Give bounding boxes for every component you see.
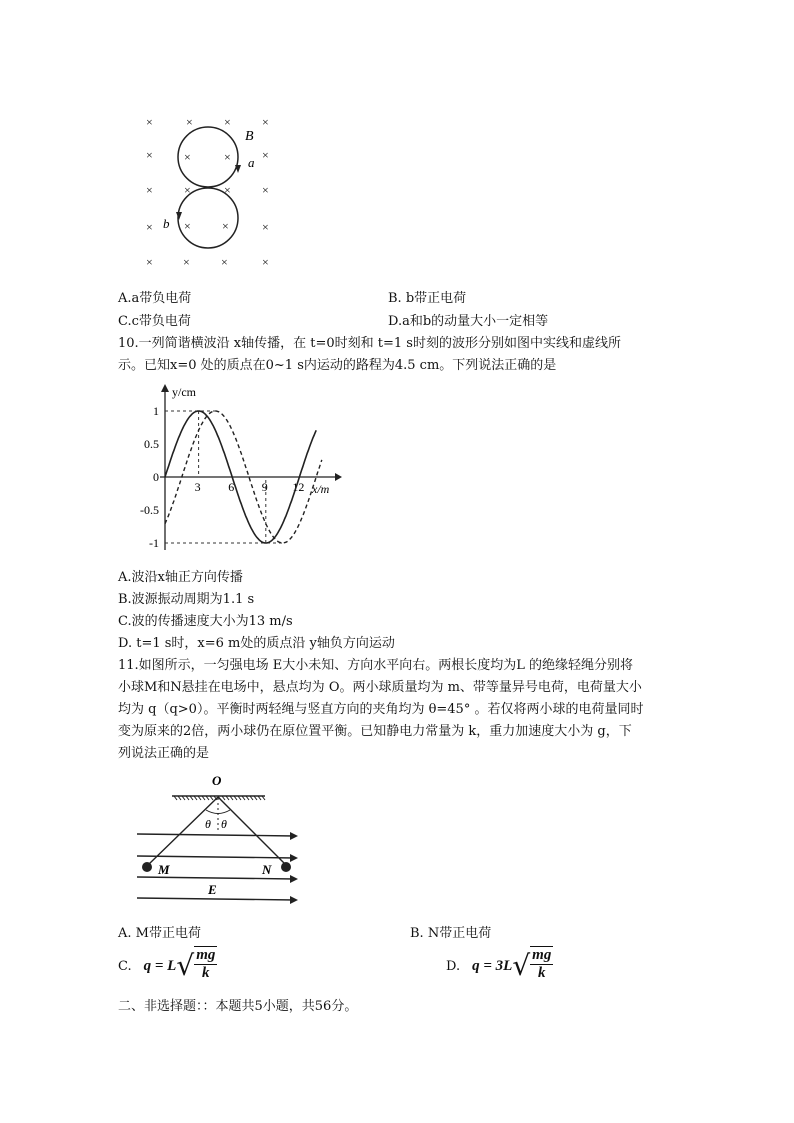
option-c-denominator: k xyxy=(202,965,210,981)
option-c-numerator: mg xyxy=(196,947,216,963)
cross-mark-icon: × xyxy=(146,115,153,129)
q10-option-d: D. t=1 s时，x=6 m处的质点沿 y轴负方向运动 xyxy=(118,636,395,651)
x-tick-label: 9 xyxy=(261,480,268,494)
option-d-lhs: q = 3L xyxy=(472,957,513,974)
q10-option-c: C.波的传播速度大小为13 m/s xyxy=(118,614,293,629)
q11-option-a: A. M带正电荷 xyxy=(118,926,201,941)
q11-option-d: D. q = 3L √ $\frac{mg}{k}$ xyxy=(446,947,552,982)
pendulum-field-figure xyxy=(120,770,310,920)
magnetic-field-figure xyxy=(120,100,310,280)
y-tick-label: 1 xyxy=(153,404,159,418)
option-d-prefix: D. xyxy=(446,958,461,974)
cross-mark-icon: × xyxy=(221,255,228,269)
option-c-prefix: C. xyxy=(118,958,132,974)
cross-mark-icon: × xyxy=(146,183,153,197)
label-theta-right: θ xyxy=(221,817,227,831)
ball-N xyxy=(281,862,291,872)
option-d-numerator: mg xyxy=(532,947,552,963)
y-tick-label: 0.5 xyxy=(144,437,159,451)
q11-option-c: C. q = L √ $\frac{mg}{k}$ xyxy=(118,947,216,982)
y-tick-label: 0 xyxy=(153,470,159,484)
arrow-b-icon xyxy=(176,212,182,220)
cross-mark-icon: × xyxy=(222,219,229,233)
q10-stem-2: 示。已知x=0 处的质点在0~1 s内运动的路程为4.5 cm。下列说法正确的是 xyxy=(118,358,557,373)
label-M: M xyxy=(158,862,170,877)
x-axis-arrow-icon xyxy=(335,473,342,481)
cross-mark-icon: × xyxy=(262,115,269,129)
field-arrow-icons xyxy=(290,832,298,904)
orbit-b xyxy=(178,188,238,248)
q11-stem-2: 小球M和N悬挂在电场中，悬点均为 O。两小球质量均为 m、带等量异号电荷，电荷量大小 xyxy=(118,680,642,695)
q9-option-c: C.c带负电荷 xyxy=(118,314,191,329)
cross-mark-icon: × xyxy=(262,255,269,269)
cross-mark-icon: × xyxy=(224,115,231,129)
cross-mark-icon: × xyxy=(183,255,190,269)
y-tick-label: -1 xyxy=(149,536,159,550)
label-theta-left: θ xyxy=(205,817,211,831)
option-d-denominator: k xyxy=(537,965,546,981)
q11-stem-1: 11.如图所示，一匀强电场 E大小未知、方向水平向右。两根长度均为L 的绝缘轻绳分别将 xyxy=(118,658,634,673)
cross-mark-icon: × xyxy=(146,255,153,269)
cross-mark-icon: × xyxy=(262,148,269,162)
q10-stem-1: 10.一列简谐横波沿 x轴传播，在 t=0时刻和 t=1 s时刻的波形分别如图中实线和虚线所 xyxy=(118,336,621,351)
cross-mark-icon: × xyxy=(262,183,269,197)
label-E: E xyxy=(208,882,217,897)
string-N xyxy=(218,797,286,865)
cross-mark-icon: × xyxy=(262,220,269,234)
q9-option-b: B. b带正电荷 xyxy=(388,291,467,306)
label-B: B xyxy=(245,129,254,144)
q11-option-b: B. N带正电荷 xyxy=(410,926,492,941)
cross-mark-icon: × xyxy=(184,183,191,197)
cross-mark-icon: × xyxy=(184,219,191,233)
section-2-heading: 二、非选择题：：本题共5小题，共56分。 xyxy=(118,999,358,1014)
cross-mark-icon: × xyxy=(186,115,193,129)
cross-mark-icon: × xyxy=(146,220,153,234)
q11-stem-4: 变为原来的2倍，两小球仍在原位置平衡。已知静电力常量为 k，重力加速度大小为 g，下 xyxy=(118,724,632,739)
cross-mark-icon: × xyxy=(146,148,153,162)
x-tick-label: 6 xyxy=(228,480,235,494)
label-O: O xyxy=(212,773,222,788)
y-tick-label: -0.5 xyxy=(140,503,159,517)
label-a: a xyxy=(248,155,255,170)
y-axis-label: y/cm xyxy=(172,385,196,399)
q11-stem-5: 列说法正确的是 xyxy=(118,746,210,761)
q10-option-b: B.波源振动周期为1.1 s xyxy=(118,592,255,607)
label-N: N xyxy=(262,862,272,877)
x-tick-label: 12 xyxy=(292,480,305,494)
q10-option-a: A.波沿x轴正方向传播 xyxy=(118,570,243,585)
ball-M xyxy=(142,862,152,872)
cross-mark-icon: × xyxy=(184,150,191,164)
q9-option-d: D.a和b的动量大小一定相等 xyxy=(388,314,549,329)
label-b: b xyxy=(163,216,170,231)
q11-stem-3: 均为 q（q>0）。平衡时两轻绳与竖直方向的夹角均为 θ=45° 。若仅将两小球的电荷量同时 xyxy=(118,702,644,717)
x-axis-label: x/m xyxy=(312,482,330,496)
cross-mark-icon: × xyxy=(224,150,231,164)
string-M xyxy=(148,797,218,865)
wave-chart xyxy=(120,380,350,560)
x-tick-label: 3 xyxy=(194,480,201,494)
q9-option-a: A.a带负电荷 xyxy=(118,291,192,306)
y-axis-arrow-icon xyxy=(161,384,169,392)
cross-mark-icon: × xyxy=(224,183,231,197)
option-c-lhs: q = L xyxy=(143,957,177,974)
